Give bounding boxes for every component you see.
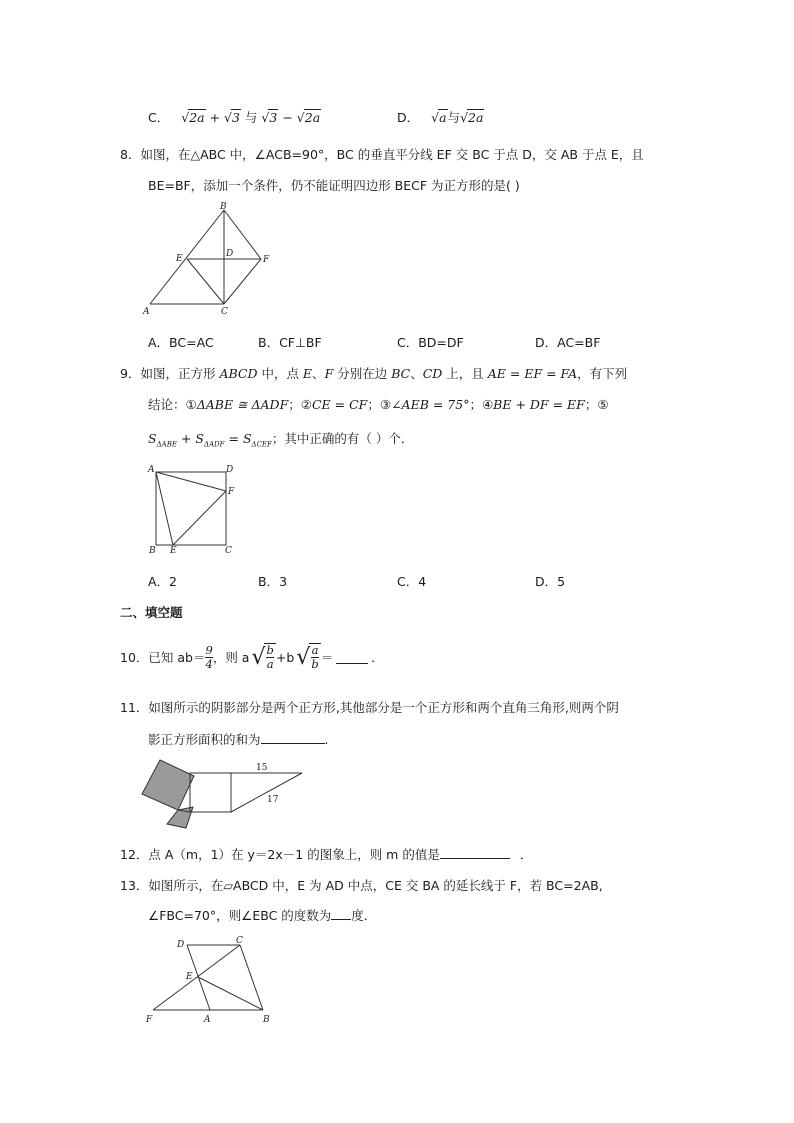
q10-number: 10． [120,650,149,665]
q9-option-a: A．2 [148,574,178,589]
q11-figure [138,752,308,832]
q9-text: 中，点 [257,366,303,381]
q9-text: 、 [410,366,423,381]
q11-answer-blank[interactable] [261,731,325,744]
q9-figure [145,462,240,556]
q13-line-fc [153,945,240,1010]
q9-text: 分别在边 [333,366,392,381]
q9-side-ae [156,472,173,545]
q8-figure [140,202,272,318]
q9-label-e: E [170,546,177,556]
q9-number: 9． [120,366,141,381]
q9-text: ；④ [469,397,494,412]
q8-line2: BE=BF，添加一个条件，仍不能证明四边形 BECF 为正方形的是( ) [148,178,520,193]
q8-option-a: A．BC=AC [148,335,214,350]
q10-text-a: 已知 ab＝ [148,650,206,665]
q12-number: 12． [120,847,149,862]
q11-label-15: 15 [256,763,268,773]
q9-option-c: C．4 [397,574,427,589]
q7-option-c-label: C． [148,110,170,125]
q10-answer-blank[interactable] [336,651,368,664]
q13-text-2: ∠FBC=70°，则∠EBC 的度数为 [148,908,332,923]
q11-text-2: 影正方形面积的和为 [148,732,261,747]
section-title: 二、填空题 [120,605,183,620]
q9-label-c: C [225,546,232,556]
q7-c-connector: 与 [244,110,258,125]
q13-label-d: D [177,940,185,950]
q13-label-f: F [146,1015,153,1025]
q8-label-d: D [226,249,234,259]
q9-text: 、 [312,366,325,381]
q8-label-f: F [263,255,270,265]
q11-text-end: . [324,732,329,747]
q13-answer-blank[interactable] [331,907,351,920]
q11-shaded-square-large [142,760,194,810]
q8-label-c: C [221,307,228,317]
q9-option-d: D．5 [535,574,566,589]
q9-line1: 9．如图，正方形 ABCD 中，点 E、F 分别在边 BC、CD 上，且 AE = EF = FA，有下列 [120,366,628,381]
q8-text-1: 如图，在△ABC 中，∠ACB=90°，BC 的垂直平分线 EF 交 BC 于点 D，交 AB 于点 E，且 [140,147,644,162]
q10-text-c: +b [275,649,295,665]
q7-d-connector: 与 [447,110,461,125]
q11-number: 11． [120,700,149,715]
q9-text: ；② [288,397,312,412]
q9-side-ef [173,491,226,545]
q12-text: 点 A（m，1）在 y＝2x－1 的图象上，则 m 的值是 [148,847,440,862]
q7-option-d: D． √a与√2a [397,110,484,125]
q7-option-d-label: D． [397,110,420,125]
q9-text: 结论：① [148,397,197,412]
q13-figure [140,932,280,1027]
q13-label-e: E [186,972,193,982]
q11-center-square [190,773,231,812]
q9-text: 上，且 [442,366,488,381]
q10-text-d: ＝ [320,650,334,665]
q8-side-fc [224,259,261,304]
q11-label-17: 17 [267,795,279,805]
q11-text-1: 如图所示的阴影部分是两个正方形,其他部分是一个正方形和两个直角三角形,则两个阴 [148,700,619,715]
q10-text-e: ． [371,650,384,665]
q13-text-1: 如图所示，在▱ABCD 中，E 为 AD 中点，CE 交 BA 的延长线于 F，若 BC=2AB, [148,878,603,893]
q8-label-b: B [220,202,227,212]
q9-text: ；其中正确的有（ ）个． [271,431,414,446]
q13-label-b: B [263,1015,270,1025]
q12-answer-blank[interactable] [440,846,510,859]
q8-label-e: E [176,254,183,264]
q11-line1 [120,698,619,716]
q12-line [120,845,532,863]
q9-text: ；③ [367,397,392,412]
q9-label-b: B [149,546,156,556]
q8-option-d: D．AC=BF [535,335,601,350]
q9-side-af [156,472,226,491]
q9-line3: $S_{\Delta ABE} + S_{\Delta ADF} = S_{\Delta CEF}$；其中正确的有（ ）个． [148,431,414,449]
q11-line2 [148,730,329,748]
q9-text: ；⑤ [584,397,609,412]
q13-line1 [120,876,603,894]
q9-square [156,472,226,545]
q12-end: ． [519,847,533,862]
q13-label-a: A [204,1015,211,1025]
q8-option-b: B．CF⊥BF [258,335,322,350]
q8-label-a: A [143,307,150,317]
q9-line2: 结论：①ΔABE ≅ ΔADF；②CE = CF；③∠AEB = 75°；④BE + DF = EF；⑤ [148,397,609,412]
q8-number: 8． [120,147,141,162]
q10-fraction-9-4: $\frac{9}{4}$ [205,642,213,671]
q9-option-b: B．3 [258,574,288,589]
q8-option-c: C．BD=DF [397,335,464,350]
q8-line1 [120,145,644,163]
q9-label-d: D [226,465,234,475]
q13-number: 13． [120,878,149,893]
q13-label-c: C [236,936,243,946]
q13-text-end: 度． [351,908,377,923]
q9-label-a: A [148,465,155,475]
q8-side-ec [187,259,224,304]
q7-option-c: C． √2a + √3 与 √3 − √2a [148,110,321,125]
q9-text: 如图，正方形 [140,366,220,381]
q9-label-f: F [228,487,235,497]
q13-line2 [148,906,376,924]
q10-line: 10． 已知 ab＝ $\frac{9}{4}$ ，则 a √ $\frac{b}{a}$ +b √ $\frac{a}{b}$ ＝ ． [120,642,384,671]
q9-text: ，有下列 [577,366,628,381]
q10-text-b: ，则 a [212,650,250,665]
q11-right-triangle [231,773,302,812]
